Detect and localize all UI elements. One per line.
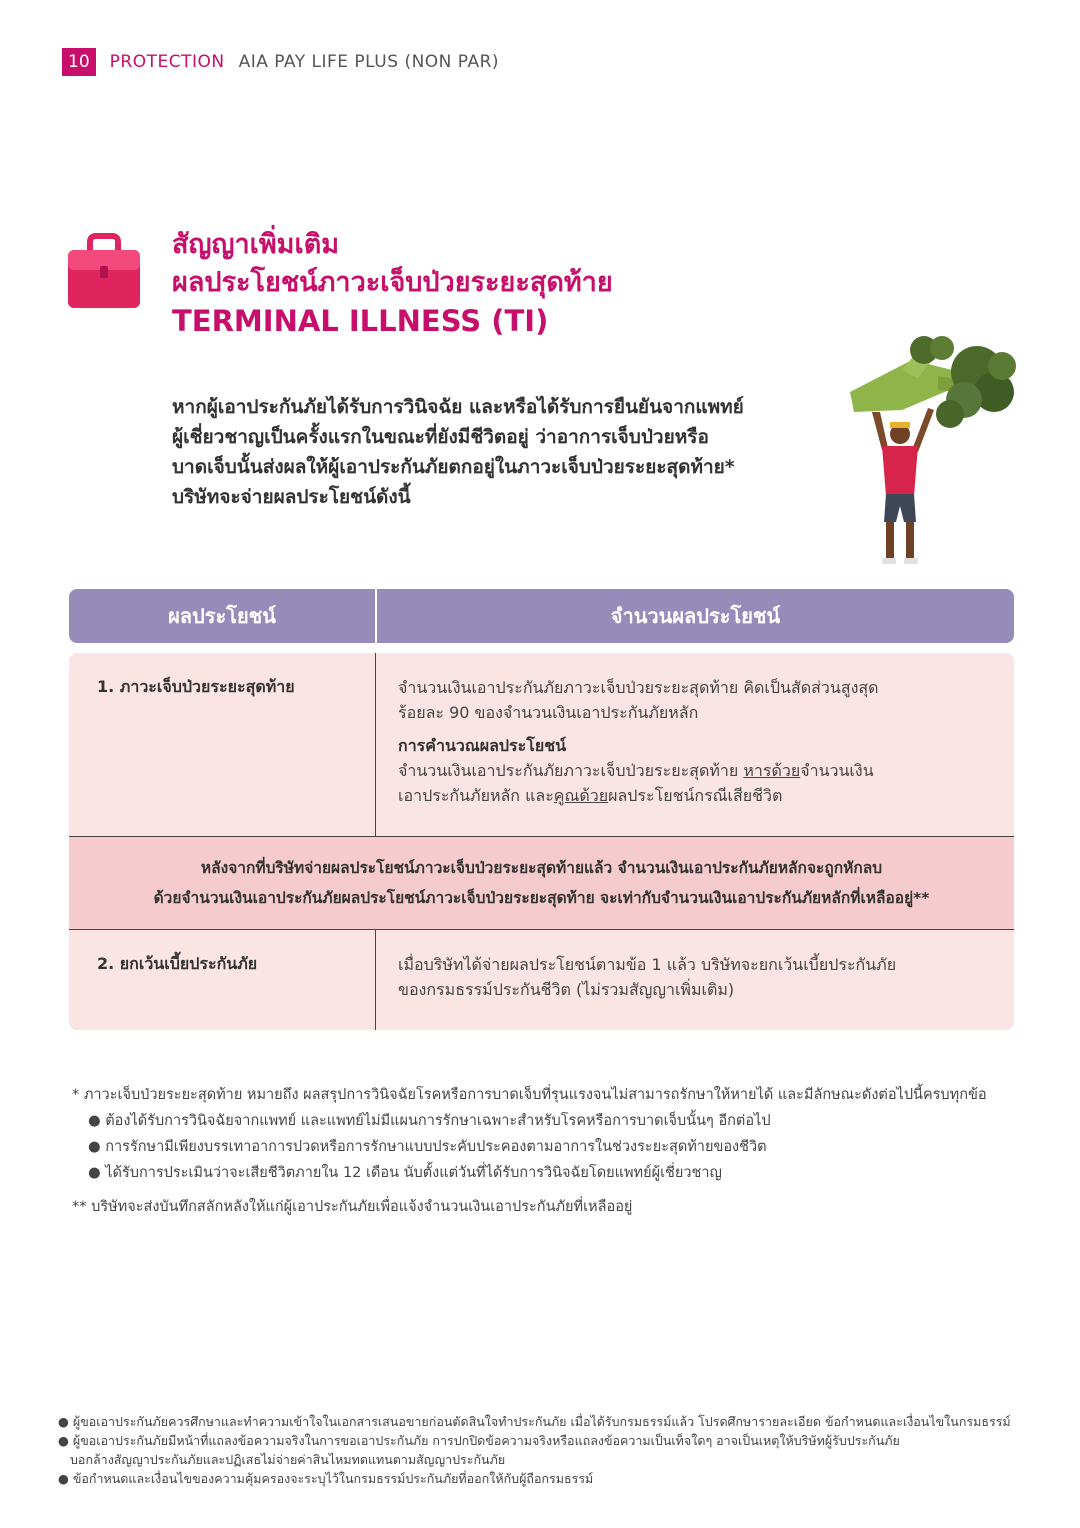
- calc-text: เอาประกันภัยหลัก และ: [398, 786, 554, 805]
- calc-text: จำนวนเงินเอาประกันภัยภาวะเจ็บป่วยระยะสุดท้าย: [398, 761, 744, 780]
- calc-text: จำนวนเงิน: [800, 761, 874, 780]
- calculation-line: [398, 758, 1014, 783]
- column-header-amount: จำนวนผลประโยชน์: [610, 604, 781, 628]
- title-line-1: สัญญาเพิ่มเติม: [172, 229, 340, 260]
- page-header: [62, 48, 499, 76]
- table-note-row: [69, 837, 1014, 930]
- table-body: [69, 653, 1014, 1030]
- intro-line-2: ผู้เชี่ยวชาญเป็นครั้งแรกในขณะที่ยังมีชีวิตอยู่ ว่าอาการเจ็บป่วยหรือ: [172, 426, 709, 448]
- disclaimer-line: ● ผู้ขอเอาประกันภัยมีหน้าที่แถลงข้อความจริงในการขอเอาประกันภัย การปกปิดข้อความจริงหรือแถลงข้อความเป็นเท็จใดๆ อาจเป็นเหตุให้บริษัทผู้รับประกันภัย: [58, 1433, 900, 1448]
- column-header-benefit: ผลประโยชน์: [69, 589, 377, 643]
- intro-line-3: บาดเจ็บนั้นส่งผลให้ผู้เอาประกันภัยตกอยู่ในภาวะเจ็บป่วยระยะสุดท้าย*: [172, 456, 735, 478]
- briefcase-icon: [66, 232, 142, 314]
- footnote-star: * ภาวะเจ็บป่วยระยะสุดท้าย หมายถึง ผลสรุปการวินิจฉัยโรคหรือการบาดเจ็บที่รุนแรงจนไม่สามารถรักษาให้หายได้ และมีลักษณะดังต่อไปนี้ครบทุกข้อ: [72, 1087, 987, 1103]
- intro-paragraph: [172, 392, 822, 512]
- amount-line: จำนวนเงินเอาประกันภัยภาวะเจ็บป่วยระยะสุดท้าย คิดเป็นสัดส่วนสูงสุด: [398, 678, 879, 697]
- footnotes: [72, 1082, 1022, 1220]
- benefit-amount: [376, 653, 1014, 836]
- amount-line: ร้อยละ 90 ของจำนวนเงินเอาประกันภัยหลัก: [398, 703, 699, 722]
- note-line: หลังจากที่บริษัทจ่ายผลประโยชน์ภาวะเจ็บป่วยระยะสุดท้ายแล้ว จำนวนเงินเอาประกันภัยหลักจะถูกหักลบ: [200, 859, 883, 877]
- intro-line-1: หากผู้เอาประกันภัยได้รับการวินิจฉัย และหรือได้รับการยืนยันจากแพทย์: [172, 396, 744, 418]
- benefit-amount: [376, 930, 1014, 1030]
- page-title: [172, 226, 613, 340]
- footnote-bullet: ● การรักษามีเพียงบรรเทาอาการปวดหรือการรักษาแบบประคับประคองตามอาการในช่วงระยะสุดท้ายของชีวิต: [88, 1139, 767, 1155]
- disclaimer-line: ● ผู้ขอเอาประกันภัยควรศึกษาและทำความเข้าใจในเอกสารเสนอขายก่อนตัดสินใจทำประกันภัย เมื่อได้รับกรมธรรม์แล้ว โปรดศึกษารายละเอียด ข้อกำหนดและเงื่อนไขในกรมธรรม์: [58, 1414, 1011, 1429]
- calc-multiply-text: คูณด้วย: [553, 786, 609, 805]
- intro-line-4: บริษัทจะจ่ายผลประโยชน์ดังนี้: [172, 486, 411, 508]
- benefit-name: 2. ยกเว้นเบี้ยประกันภัย: [69, 930, 376, 1030]
- table-row: [69, 653, 1014, 837]
- calculation-line: [398, 783, 1014, 808]
- benefit-name: 1. ภาวะเจ็บป่วยระยะสุดท้าย: [69, 653, 376, 836]
- calc-text: ผลประโยชน์กรณีเสียชีวิต: [608, 786, 783, 805]
- disclaimer: [58, 1412, 1038, 1488]
- title-line-2: ผลประโยชน์ภาวะเจ็บป่วยระยะสุดท้าย: [172, 267, 613, 298]
- benefit-table: [69, 589, 1014, 1030]
- page-number: 10: [62, 48, 96, 76]
- amount-line: เมื่อบริษัทได้จ่ายผลประโยชน์ตามข้อ 1 แล้ว บริษัทจะยกเว้นเบี้ยประกันภัย: [398, 955, 897, 974]
- table-row: [69, 930, 1014, 1030]
- table-header: [69, 589, 1014, 643]
- disclaimer-line: บอกล้างสัญญาประกันภัยและปฏิเสธไม่จ่ายค่าสินไหมทดแทนตามสัญญาประกันภัย: [70, 1452, 506, 1467]
- broccoli-man-illustration: [842, 330, 1022, 574]
- calculation-title: การคำนวณผลประโยชน์: [398, 736, 567, 755]
- amount-line: ของกรมธรรม์ประกันชีวิต (ไม่รวมสัญญาเพิ่มเติม): [398, 980, 735, 999]
- calc-divide-text: หารด้วย: [743, 761, 801, 780]
- title-line-3: TERMINAL ILLNESS (TI): [172, 304, 549, 338]
- header-product: AIA PAY LIFE PLUS (NON PAR): [238, 52, 500, 72]
- disclaimer-line: ● ข้อกำหนดและเงื่อนไขของความคุ้มครองจะระบุไว้ในกรมธรรม์ประกันภัยที่ออกให้กับผู้ถือกรมธรรม์: [58, 1471, 594, 1486]
- footnote-double-star: ** บริษัทจะส่งบันทึกสลักหลังให้แก่ผู้เอาประกันภัยเพื่อแจ้งจำนวนเงินเอาประกันภัยที่เหลืออยู่: [72, 1199, 633, 1215]
- footnote-bullet: ● ต้องได้รับการวินิจฉัยจากแพทย์ และแพทย์ไม่มีแผนการรักษาเฉพาะสำหรับโรคหรือการบาดเจ็บนั้นๆ อีกต่อไป: [88, 1113, 771, 1129]
- note-line: ด้วยจำนวนเงินเอาประกันภัยผลประโยชน์ภาวะเจ็บป่วยระยะสุดท้าย จะเท่ากับจำนวนเงินเอาประกันภัยหลักที่เหลืออยู่**: [153, 889, 930, 907]
- header-section: PROTECTION: [109, 52, 225, 72]
- footnote-bullet: ● ได้รับการประเมินว่าจะเสียชีวิตภายใน 12 เดือน นับตั้งแต่วันที่ได้รับการวินิจฉัยโดยแพทย์ผู้เชี่ยวชาญ: [88, 1165, 722, 1181]
